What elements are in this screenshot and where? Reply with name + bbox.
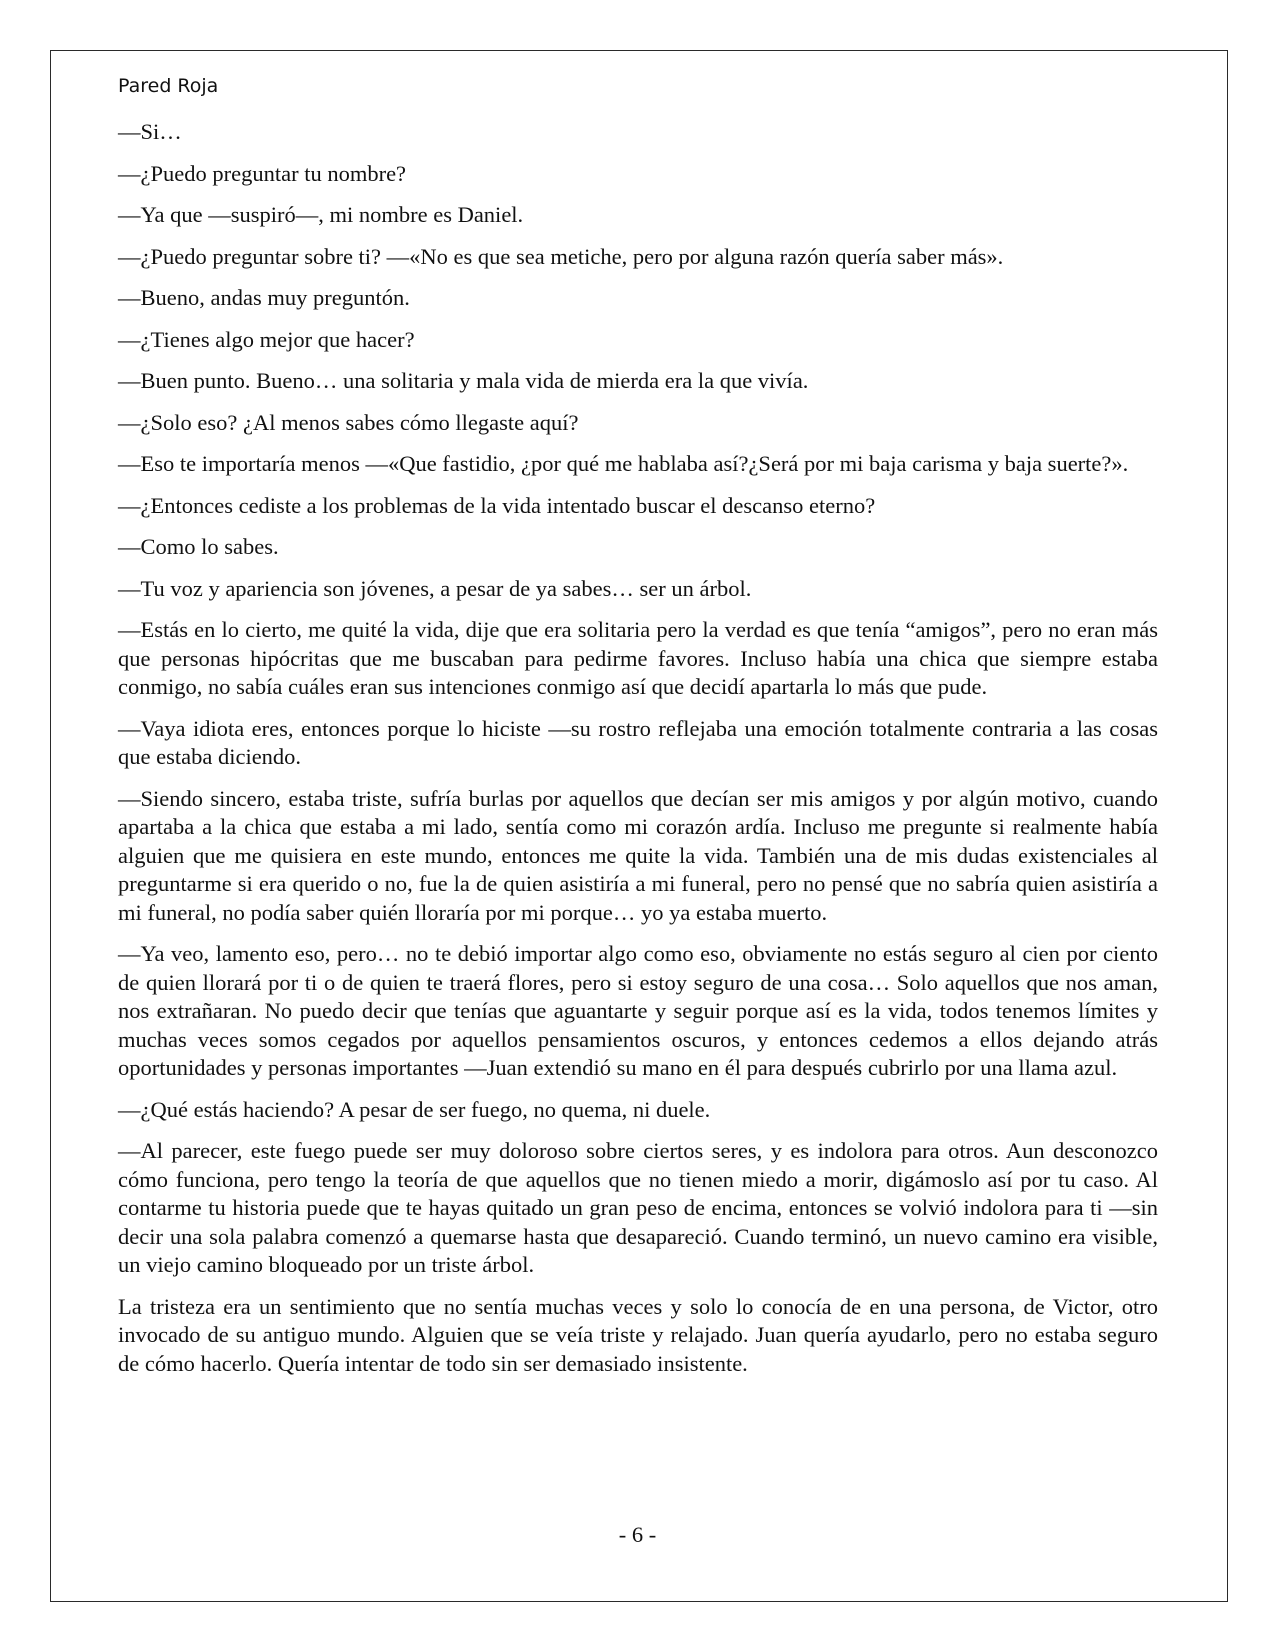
paragraph: —¿Puedo preguntar tu nombre? [118, 160, 407, 186]
paragraph: —Como lo sabes. [118, 534, 279, 559]
paragraph: —¿Tienes algo mejor que hacer? [118, 326, 415, 352]
paragraph: —Ya veo, lamento eso, pero… no te debió importar algo como eso, obviamente no estás seguro al cien por ciento de quien llorará por ti o de quien te traerá flores, pero si estoy seguro de una cosa… Solo aquellos que nos aman, nos extrañaran. No puedo decir que tenías que aguantarte y seguir porque así es la vida, todos tenemos límites y muchas veces somos cegados por aquellos pensamientos oscuros, y entonces cedemos a ellos dejando atrás oportunidades y personas importantes —Juan extendió su mano en él para después cubrirlo por una llama azul. [118, 941, 1158, 1080]
paragraph: —Bueno, andas muy preguntón. [118, 285, 410, 310]
paragraph: —Estás en lo cierto, me quité la vida, dije que era solitaria pero la verdad es que tenía “amigos”, pero no eran más que personas hipócritas que me buscaban para pedirme favores. Incluso había una chica que siempre estaba conmigo, no sabía cuáles eran sus intenciones conmigo así que decidí apartarla lo más que pude. [118, 617, 1158, 699]
body-text [118, 118, 1158, 1391]
paragraph: —¿Solo eso? ¿Al menos sabes cómo llegaste aquí? [118, 409, 579, 435]
paragraph: —Ya que —suspiró—, mi nombre es Daniel. [118, 202, 524, 227]
page-number: - 6 - [618, 1522, 657, 1547]
paragraph: —Vaya idiota eres, entonces porque lo hiciste —su rostro reflejaba una emoción totalmente contraria a las cosas que estaba diciendo. [118, 715, 1158, 769]
running-header: Pared Roja [118, 75, 219, 97]
paragraph: —¿Qué estás haciendo? A pesar de ser fuego, no quema, ni duele. [118, 1096, 711, 1122]
paragraph: —Al parecer, este fuego puede ser muy doloroso sobre ciertos seres, y es indolora para otros. Aun desconozco cómo funciona, pero tengo la teoría de que aquellos que no tienen miedo a morir, digámoslo así por tu caso. Al contarme tu historia puede que te hayas quitado un gran peso de encima, entonces se volvió indolora para ti —sin decir una sola palabra comenzó a quemarse hasta que desapareció. Cuando terminó, un nuevo camino era visible, un viejo camino bloqueado por un triste árbol. [118, 1138, 1158, 1277]
paragraph: La tristeza era un sentimiento que no sentía muchas veces y solo lo conocía de en una persona, de Victor, otro invocado de su antiguo mundo. Alguien que se veía triste y relajado. Juan quería ayudarlo, pero no estaba seguro de cómo hacerlo. Quería intentar de todo sin ser demasiado insistente. [118, 1293, 1158, 1376]
paragraph: —Tu voz y apariencia son jóvenes, a pesar de ya sabes… ser un árbol. [118, 575, 752, 601]
paragraph: —Eso te importaría menos —«Que fastidio, ¿por qué me hablaba así?¿Será por mi baja carisma y baja suerte?». [118, 451, 1129, 476]
paragraph: —Buen punto. Bueno… una solitaria y mala vida de mierda era la que vivía. [118, 368, 809, 393]
paragraph: —Siendo sincero, estaba triste, sufría burlas por aquellos que decían ser mis amigos y por algún motivo, cuando apartaba a la chica que estaba a mi lado, sentía como mi corazón ardía. Incluso me pregunte si realmente había alguien que me quisiera en este mundo, entonces me quite la vida. También una de mis dudas existenciales al preguntarme si era querido o no, fue la de quien asistiría a mi funeral, pero no pensé que no sabría quien asistiría a mi funeral, no podía saber quién lloraría por mi porque… yo ya estaba muerto. [118, 785, 1158, 925]
paragraph: —Si… [118, 119, 182, 144]
paragraph: —¿Entonces cediste a los problemas de la vida intentado buscar el descanso eterno? [118, 492, 876, 518]
paragraph: —¿Puedo preguntar sobre ti? —«No es que sea metiche, pero por alguna razón quería saber más». [118, 243, 1004, 269]
